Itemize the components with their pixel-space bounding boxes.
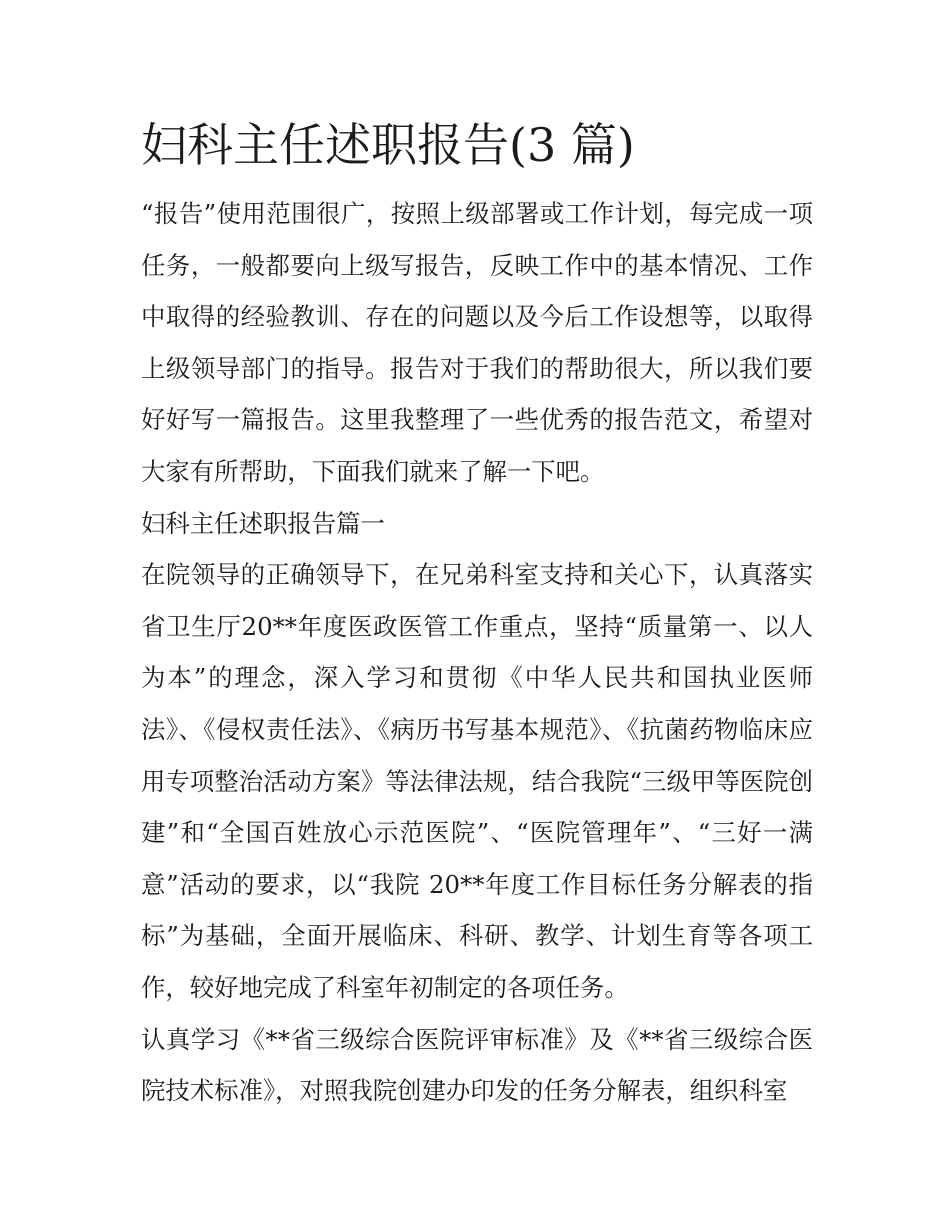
section-heading: 妇科主任述职报告篇一 bbox=[141, 508, 385, 538]
document-title: 妇科主任述职报告(3 篇) bbox=[141, 118, 635, 172]
document-page bbox=[141, 110, 813, 1117]
intro-paragraph: “报告”使用范围很广，按照上级部署或工作计划，每完成一项任务，一般都要向上级写报告，反映工作中的基本情况、工作中取得的经验教训、存在的问题以及今后工作设想等，以取得上级领导部门的指导。报告对于我们的帮助很大，所以我们要好好写一篇报告。这里我整理了一些优秀的报告范文，希望对大家有所帮助，下面我们就来了解一下吧。 bbox=[141, 199, 813, 486]
body-paragraph-1: 在院领导的正确领导下，在兄弟科室支持和关心下，认真落实省卫生厅20**年度医政医管工作重点，坚持“质量第一、以人为本”的理念，深入学习和贯彻《中华人民共和国执业医师法》、《侵权责任法》、《病历书写基本规范》、《抗菌药物临床应用专项整治活动方案》等法律法规，结合我院“三级甲等医院创建”和“全国百姓放心示范医院”、“医院管理年”、“三好一满意”活动的要求，以“我院 20**年度工作目标任务分解表的指标”为基础，全面开展临床、科研、教学、计划生育等各项工作，较好地完成了科室年初制定的各项任务。 bbox=[141, 560, 813, 1002]
body-paragraph-2: 认真学习《**省三级综合医院评审标准》及《**省三级综合医院技术标准》，对照我院创建办印发的任务分解表，组织科室 bbox=[141, 1024, 813, 1106]
